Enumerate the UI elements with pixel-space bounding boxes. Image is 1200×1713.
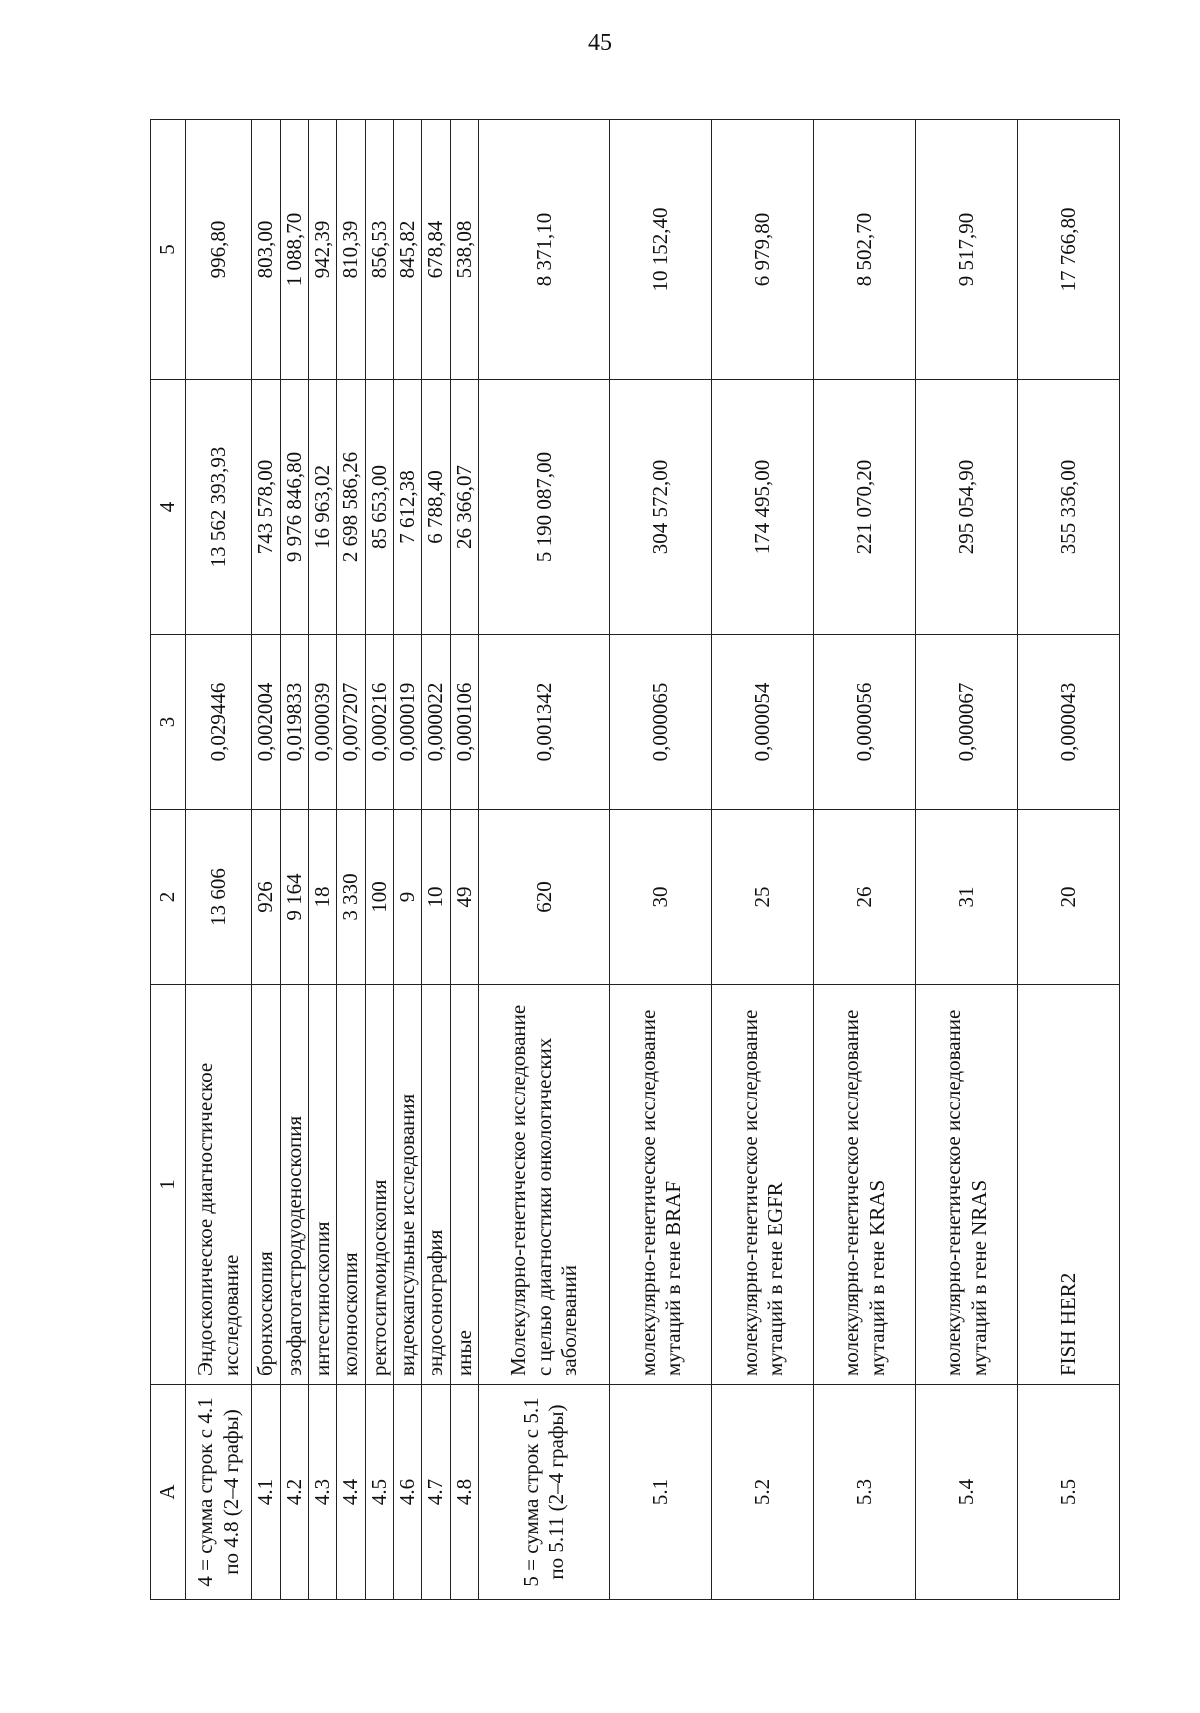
cell-sum: 5 190 087,00 bbox=[479, 380, 610, 635]
table-row bbox=[450, 120, 478, 1600]
cell-count: 31 bbox=[916, 810, 1018, 985]
cell-cost: 942,39 bbox=[308, 120, 336, 380]
cell-row-code: 5 = сумма строк с 5.1 по 5.11 (2–4 графы) bbox=[479, 1385, 610, 1600]
header-col-1: 1 bbox=[151, 985, 186, 1385]
cell-cost: 8 502,70 bbox=[814, 120, 916, 380]
table-row bbox=[280, 120, 308, 1600]
cell-coefficient: 0,000019 bbox=[393, 635, 421, 810]
cell-sum: 85 653,00 bbox=[365, 380, 393, 635]
cell-row-code: 4.1 bbox=[252, 1385, 280, 1600]
table-row bbox=[916, 120, 1018, 1600]
cell-name: иные bbox=[450, 985, 478, 1385]
table-row bbox=[479, 120, 610, 1600]
cell-count: 620 bbox=[479, 810, 610, 985]
cell-count: 9 bbox=[393, 810, 421, 985]
cell-cost: 6 979,80 bbox=[712, 120, 814, 380]
cell-cost: 996,80 bbox=[186, 120, 252, 380]
cell-sum: 304 572,00 bbox=[610, 380, 712, 635]
cell-row-code: 5.4 bbox=[916, 1385, 1018, 1600]
table-header-row bbox=[151, 120, 186, 1600]
cell-cost: 17 766,80 bbox=[1018, 120, 1120, 380]
cell-name: видеокапсульные исследования bbox=[393, 985, 421, 1385]
cell-sum: 13 562 393,93 bbox=[186, 380, 252, 635]
cell-name: ректосигмоидоскопия bbox=[365, 985, 393, 1385]
cell-count: 26 bbox=[814, 810, 916, 985]
cell-row-code: 4.4 bbox=[337, 1385, 365, 1600]
cell-row-code: 5.3 bbox=[814, 1385, 916, 1600]
cell-name: эндосонография bbox=[422, 985, 450, 1385]
cell-name: Эндоскопическое диагностическое исследование bbox=[186, 985, 252, 1385]
cell-coefficient: 0,000043 bbox=[1018, 635, 1120, 810]
cell-coefficient: 0,000106 bbox=[450, 635, 478, 810]
cell-coefficient: 0,000056 bbox=[814, 635, 916, 810]
cell-count: 20 bbox=[1018, 810, 1120, 985]
table-row bbox=[393, 120, 421, 1600]
cell-cost: 678,84 bbox=[422, 120, 450, 380]
cell-row-code: 4.8 bbox=[450, 1385, 478, 1600]
cell-cost: 538,08 bbox=[450, 120, 478, 380]
cell-sum: 174 495,00 bbox=[712, 380, 814, 635]
table-row bbox=[365, 120, 393, 1600]
cell-cost: 810,39 bbox=[337, 120, 365, 380]
cell-coefficient: 0,000216 bbox=[365, 635, 393, 810]
cell-row-code: 5.2 bbox=[712, 1385, 814, 1600]
cell-count: 30 bbox=[610, 810, 712, 985]
cell-sum: 2 698 586,26 bbox=[337, 380, 365, 635]
cell-coefficient: 0,001342 bbox=[479, 635, 610, 810]
cell-coefficient: 0,000067 bbox=[916, 635, 1018, 810]
cell-cost: 845,82 bbox=[393, 120, 421, 380]
cell-row-code: 4 = сумма строк с 4.1 по 4.8 (2–4 графы) bbox=[186, 1385, 252, 1600]
table-row bbox=[712, 120, 814, 1600]
cell-count: 926 bbox=[252, 810, 280, 985]
header-col-4: 4 bbox=[151, 380, 186, 635]
cell-cost: 8 371,10 bbox=[479, 120, 610, 380]
data-table bbox=[150, 119, 1120, 1600]
table-row bbox=[308, 120, 336, 1600]
cell-cost: 856,53 bbox=[365, 120, 393, 380]
cell-name: молекулярно-генетическое исследование мутаций в гене BRAF bbox=[610, 985, 712, 1385]
cell-row-code: 5.5 bbox=[1018, 1385, 1120, 1600]
cell-count: 3 330 bbox=[337, 810, 365, 985]
cell-count: 25 bbox=[712, 810, 814, 985]
page-number: 45 bbox=[588, 30, 612, 56]
cell-sum: 9 976 846,80 bbox=[280, 380, 308, 635]
cell-name: молекулярно-генетическое исследование мутаций в гене KRAS bbox=[814, 985, 916, 1385]
cell-coefficient: 0,029446 bbox=[186, 635, 252, 810]
cell-sum: 26 366,07 bbox=[450, 380, 478, 635]
header-col-3: 3 bbox=[151, 635, 186, 810]
cell-coefficient: 0,007207 bbox=[337, 635, 365, 810]
cell-row-code: 5.1 bbox=[610, 1385, 712, 1600]
cell-sum: 221 070,20 bbox=[814, 380, 916, 635]
table-row bbox=[252, 120, 280, 1600]
table-row bbox=[186, 120, 252, 1600]
header-col-5: 5 bbox=[151, 120, 186, 380]
cell-name: интестиноскопия bbox=[308, 985, 336, 1385]
cell-row-code: 4.2 bbox=[280, 1385, 308, 1600]
cell-count: 49 bbox=[450, 810, 478, 985]
header-col-a: А bbox=[151, 1385, 186, 1600]
cell-sum: 295 054,90 bbox=[916, 380, 1018, 635]
cell-coefficient: 0,019833 bbox=[280, 635, 308, 810]
cell-name: молекулярно-генетическое исследование мутаций в гене EGFR bbox=[712, 985, 814, 1385]
table-row bbox=[1018, 120, 1120, 1600]
cell-coefficient: 0,000039 bbox=[308, 635, 336, 810]
cell-coefficient: 0,000054 bbox=[712, 635, 814, 810]
cell-name: колоноскопия bbox=[337, 985, 365, 1385]
cell-sum: 6 788,40 bbox=[422, 380, 450, 635]
cell-name: Молекулярно-генетическое исследование с целью диагностики онкологических заболеваний bbox=[479, 985, 610, 1385]
cell-cost: 9 517,90 bbox=[916, 120, 1018, 380]
cell-sum: 7 612,38 bbox=[393, 380, 421, 635]
cell-name: бронхоскопия bbox=[252, 985, 280, 1385]
header-col-2: 2 bbox=[151, 810, 186, 985]
cell-cost: 803,00 bbox=[252, 120, 280, 380]
cell-cost: 10 152,40 bbox=[610, 120, 712, 380]
cell-coefficient: 0,002004 bbox=[252, 635, 280, 810]
cell-name: молекулярно-генетическое исследование мутаций в гене NRAS bbox=[916, 985, 1018, 1385]
cell-cost: 1 088,70 bbox=[280, 120, 308, 380]
table-row bbox=[814, 120, 916, 1600]
cell-count: 10 bbox=[422, 810, 450, 985]
rotated-table-container bbox=[150, 120, 1120, 1600]
cell-name: эзофагогастродуоденоскопия bbox=[280, 985, 308, 1385]
cell-count: 13 606 bbox=[186, 810, 252, 985]
table-row bbox=[337, 120, 365, 1600]
table-row bbox=[610, 120, 712, 1600]
cell-count: 18 bbox=[308, 810, 336, 985]
cell-row-code: 4.5 bbox=[365, 1385, 393, 1600]
cell-sum: 355 336,00 bbox=[1018, 380, 1120, 635]
cell-row-code: 4.6 bbox=[393, 1385, 421, 1600]
cell-count: 9 164 bbox=[280, 810, 308, 985]
cell-count: 100 bbox=[365, 810, 393, 985]
cell-row-code: 4.7 bbox=[422, 1385, 450, 1600]
cell-row-code: 4.3 bbox=[308, 1385, 336, 1600]
table-body bbox=[186, 120, 1120, 1600]
cell-sum: 16 963,02 bbox=[308, 380, 336, 635]
table-row bbox=[422, 120, 450, 1600]
cell-name: FISH HER2 bbox=[1018, 985, 1120, 1385]
cell-sum: 743 578,00 bbox=[252, 380, 280, 635]
cell-coefficient: 0,000065 bbox=[610, 635, 712, 810]
cell-coefficient: 0,000022 bbox=[422, 635, 450, 810]
